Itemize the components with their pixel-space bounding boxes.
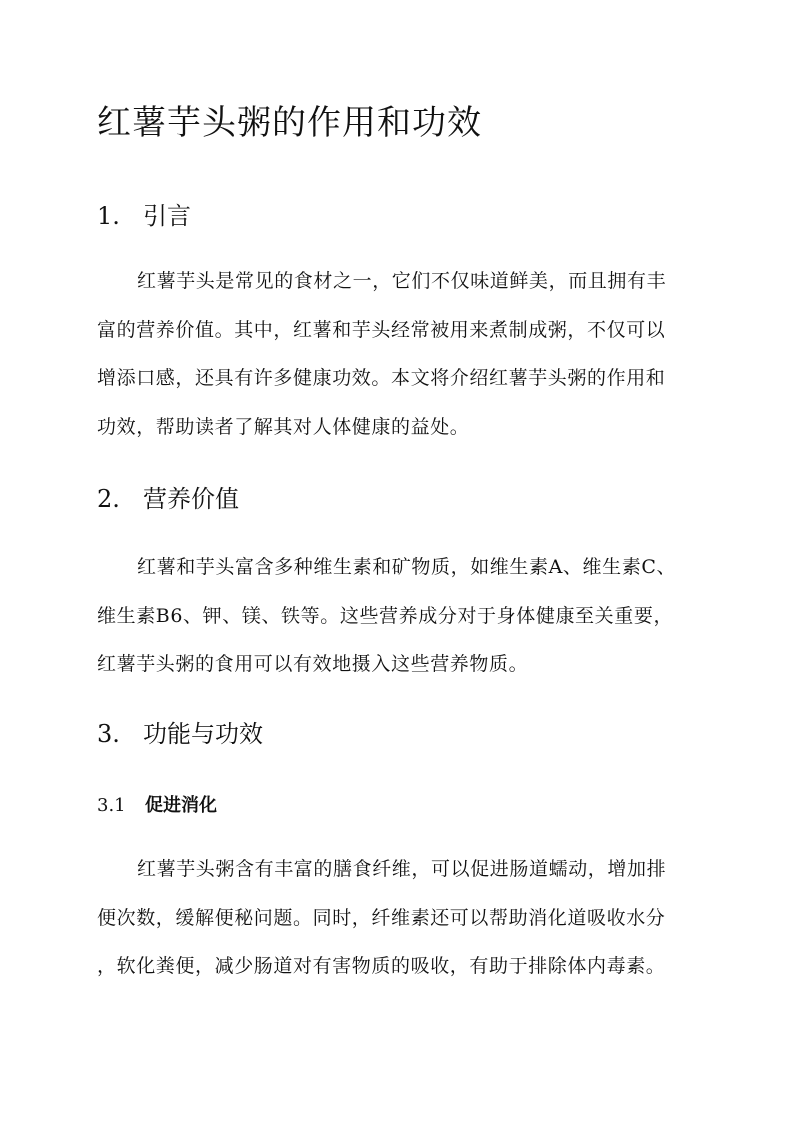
subsection-heading-digestion [97,791,217,817]
section-heading-nutrition [97,479,239,514]
paragraph-introduction [97,257,705,451]
subsection-number: 3.1 [97,795,126,816]
paragraph-line: 维生素B6、钾、镁、铁等。这些营养成分对于身体健康至关重要， [97,604,674,627]
section-title: 功能与功效 [143,720,263,748]
paragraph-line: ，软化粪便，减少肠道对有害物质的吸收，有助于排除体内毒素。 [97,955,666,977]
section-title: 营养价值 [143,485,239,513]
paragraph-line: 功效，帮助读者了解其对人体健康的益处。 [97,415,470,438]
paragraph-digestion [97,845,705,991]
paragraph-line: 增添口感，还具有许多健康功效。本文将介绍红薯芋头粥的作用和 [97,367,666,389]
paragraph-line: 红薯芋头粥含有丰富的膳食纤维，可以促进肠道蠕动，增加排 [137,858,667,880]
paragraph-line: 红薯芋头是常见的食材之一，它们不仅味道鲜美，而且拥有丰 [137,270,667,292]
paragraph-line: 红薯和芋头富含多种维生素和矿物质，如维生素A、维生素C、 [137,556,677,578]
paragraph-line: 便次数，缓解便秘问题。同时，纤维素还可以帮助消化道吸收水分 [97,906,666,929]
paragraph-line: 富的营养价值。其中，红薯和芋头经常被用来煮制成粥，不仅可以 [97,318,666,341]
section-title: 引言 [143,202,191,230]
paragraph-line: 红薯芋头粥的食用可以有效地摄入这些营养物质。 [97,653,529,675]
section-number: 3. [97,720,120,748]
subsection-title: 促进消化 [145,795,217,816]
section-heading-introduction [97,196,191,231]
section-heading-functions [97,714,263,749]
paragraph-nutrition [97,543,705,689]
section-number: 2. [97,485,120,513]
document-title: 红薯芋头粥的作用和功效 [97,103,482,143]
section-number: 1. [97,202,120,230]
